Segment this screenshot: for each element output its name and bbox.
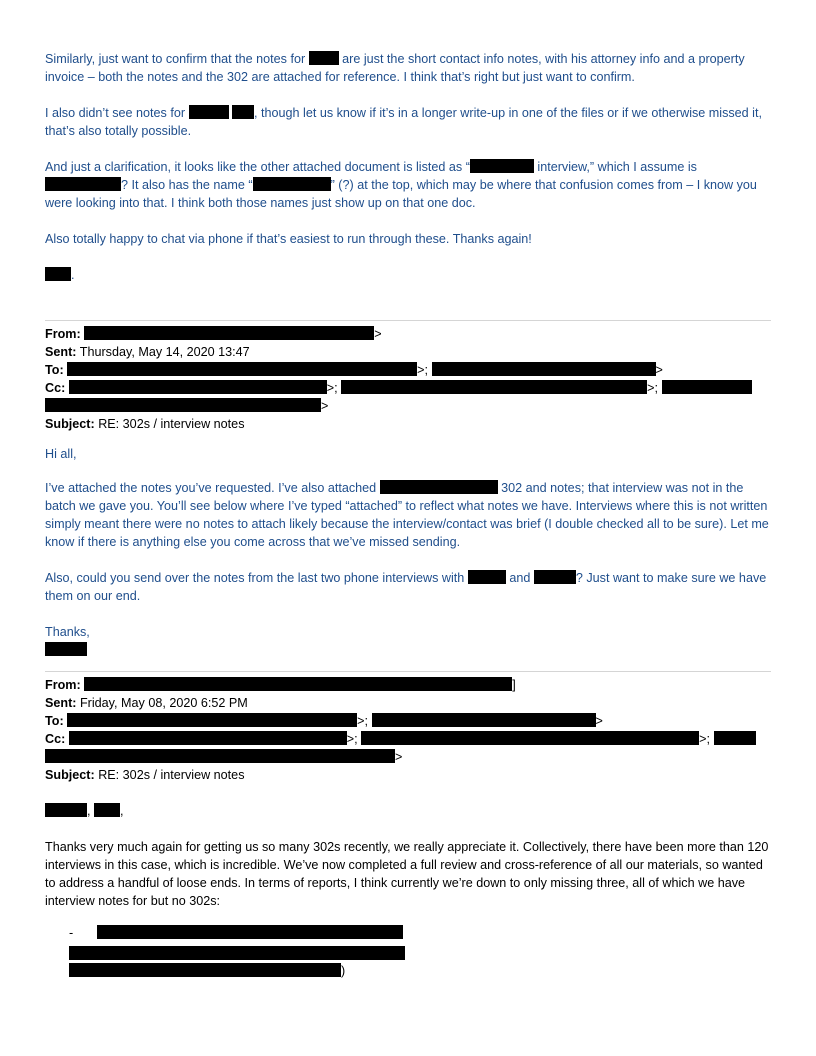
redaction-block: [67, 362, 417, 376]
email3-greeting: , ,: [45, 802, 771, 820]
redaction-block: [69, 731, 347, 745]
redaction-block: [84, 677, 512, 691]
email3-sent: Sent: Friday, May 08, 2020 6:52 PM: [45, 696, 248, 710]
email2-greeting: Hi all,: [45, 447, 77, 461]
redaction-block: [84, 326, 374, 340]
email2-signature: [45, 641, 771, 659]
redaction-block: [341, 380, 647, 394]
redaction-block: [470, 159, 534, 173]
reply1-paragraph-2: I also didn’t see notes for , though let us know if it’s in a longer write-up in one of the files or if we otherwise missed it, that’s also totally possible.: [45, 106, 762, 138]
redaction-block: [69, 946, 405, 960]
email2-from: From: >: [45, 327, 382, 341]
redaction-block: [45, 749, 395, 763]
reply1-signature: .: [45, 266, 771, 284]
redaction-block: [69, 380, 327, 394]
email2-closing: Thanks,: [45, 625, 90, 639]
email3-subject: Subject: RE: 302s / interview notes: [45, 768, 245, 782]
list-item-continued: ): [69, 962, 771, 980]
redaction-block: [45, 803, 87, 817]
email2-subject: Subject: RE: 302s / interview notes: [45, 417, 245, 431]
redaction-block: [253, 177, 331, 191]
email2-to: To: >; >: [45, 363, 663, 377]
redaction-block: [662, 380, 752, 394]
email-document: [45, 50, 771, 980]
redaction-block: [97, 925, 403, 939]
email3-from: From: ]: [45, 678, 516, 692]
email2-cc: Cc: >; >;: [45, 379, 771, 397]
redaction-block: [45, 177, 121, 191]
redaction-block: [468, 570, 506, 584]
email3-cc: Cc: >; >;: [45, 730, 771, 748]
reply1-paragraph-3: And just a clarification, it looks like the other attached document is listed as “ interview,” which I assume is ? It also has the name “ ” (?) at the top, which may be where that confusion comes from – I know you were looking into that. I think both those names just show up on that one doc.: [45, 160, 757, 210]
redaction-block: [67, 713, 357, 727]
reply1-paragraph-1: Similarly, just want to confirm that the notes for are just the short contact info notes, with his attorney info and a property invoice – both the notes and the 302 are attached for reference. I think that’s right but just want to confirm.: [45, 52, 745, 84]
redaction-block: [309, 51, 339, 65]
redaction-block: [432, 362, 656, 376]
redaction-block: [361, 731, 699, 745]
redaction-block: [189, 105, 229, 119]
email2-paragraph-2: Also, could you send over the notes from the last two phone interviews with and ? Just want to make sure we have them on our end.: [45, 571, 767, 603]
email3-cc-continued: >: [45, 748, 771, 766]
redaction-block: [380, 480, 498, 494]
redaction-block: [534, 570, 576, 584]
email2-cc-continued: >: [45, 397, 771, 415]
list-item: -: [69, 924, 771, 942]
redaction-block: [372, 713, 596, 727]
redaction-block: [69, 963, 341, 977]
email3-paragraph-1: Thanks very much again for getting us so many 302s recently, we really appreciate it. Collectively, there have been more than 120 interviews in this case, which is incredible. We’ve now completed a full review and cross-reference of all our materials, so wanted to address a handful of loose ends. In terms of reports, I think currently we’re down to only missing three, all of which we have interview notes for but no 302s:: [45, 840, 769, 908]
redaction-block: [45, 398, 321, 412]
email3-to: To: >; >: [45, 714, 603, 728]
missing-302-list: [69, 924, 771, 980]
redaction-block: [232, 105, 254, 119]
redaction-block: [45, 642, 87, 656]
redaction-block: [94, 803, 120, 817]
email2-sent: Sent: Thursday, May 14, 2020 13:47: [45, 345, 250, 359]
reply1-paragraph-4: Also totally happy to chat via phone if that’s easiest to run through these. Thanks again!: [45, 232, 532, 246]
redaction-block: [714, 731, 756, 745]
redaction-block: [45, 267, 71, 281]
email2-paragraph-1: I’ve attached the notes you’ve requested. I’ve also attached 302 and notes; that interview was not in the batch we gave you. You’ll see below where I’ve typed “attached” to reflect what notes we have. Interviews where this is not written simply meant there were no notes to attach likely because the interview/contact was brief (I double checked all to be sure). Let me know if there is anything else you come across that we’ve missed sending.: [45, 481, 769, 549]
